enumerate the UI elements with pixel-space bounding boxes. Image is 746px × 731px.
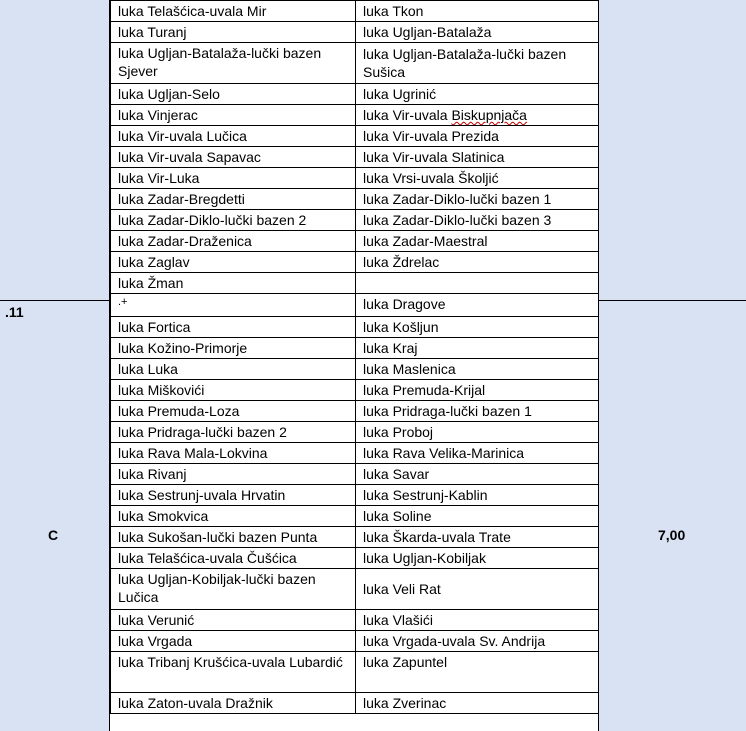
port-cell-left [111, 168, 356, 189]
port-name: luka Sestrunj-uvala Hrvatin [118, 487, 286, 503]
port-name: luka Ugljan-Batalaža-lučki bazen Sjever [118, 45, 322, 79]
table-row [111, 652, 599, 693]
port-cell-left [111, 105, 356, 126]
table-row [111, 693, 599, 714]
port-cell-right [356, 252, 599, 273]
table-row [111, 401, 599, 422]
port-cell-left [111, 210, 356, 231]
table-row [111, 1, 599, 22]
port-cell-right [356, 317, 599, 338]
table-row [111, 548, 599, 569]
group-label: C [48, 527, 59, 543]
table-row [111, 464, 599, 485]
port-name: luka Dragove [363, 296, 446, 312]
table-row [111, 84, 599, 105]
port-name: luka Premuda-Krijal [363, 382, 486, 398]
port-name: luka Verunić [118, 612, 195, 628]
port-name: luka Vir-uvala Biskupnjača [363, 107, 527, 123]
port-name: luka Zadar-Diklo-lučki bazen 3 [363, 212, 552, 228]
port-cell-left [111, 317, 356, 338]
port-cell-right [356, 1, 599, 22]
port-cell-right [356, 126, 599, 147]
port-cell-left [111, 380, 356, 401]
table-row [111, 294, 599, 317]
port-name: luka Zadar-Maestral [363, 233, 488, 249]
port-name: luka Pridraga-lučki bazen 2 [118, 424, 287, 440]
port-name: luka Proboj [363, 424, 434, 440]
table-row [111, 317, 599, 338]
table-row [111, 273, 599, 294]
port-cell-right [356, 231, 599, 252]
port-cell-right [356, 380, 599, 401]
port-cell-left [111, 147, 356, 168]
port-cell-left [111, 231, 356, 252]
port-name: luka Pridraga-lučki bazen 1 [363, 403, 532, 419]
port-cell-right [356, 294, 599, 317]
port-cell-left [111, 84, 356, 105]
port-cell-left [111, 22, 356, 43]
port-name: luka Fortica [118, 319, 191, 335]
table-row [111, 22, 599, 43]
port-name: luka Rava Mala-Lokvina [118, 445, 268, 461]
port-name: luka Miškovići [118, 382, 205, 398]
port-name: luka Zverinac [363, 695, 447, 711]
left-column-top [0, 0, 110, 300]
port-cell-left [111, 401, 356, 422]
port-name: luka Zadar-Diklo-lučki bazen 1 [363, 191, 552, 207]
port-cell-left [111, 43, 356, 84]
port-cell-left [111, 273, 356, 294]
table-row [111, 422, 599, 443]
table-row [111, 168, 599, 189]
port-cell-left [111, 548, 356, 569]
port-name: luka Vrgada-uvala Sv. Andrija [363, 633, 546, 649]
group-column [0, 300, 110, 731]
table-row [111, 43, 599, 84]
table-row [111, 189, 599, 210]
port-name: luka Premuda-Loza [118, 403, 240, 419]
table-row [111, 231, 599, 252]
table-row [111, 105, 599, 126]
port-name: luka Smokvica [118, 508, 209, 524]
port-name: luka Žman [118, 275, 184, 291]
table-row [111, 443, 599, 464]
table-row [111, 338, 599, 359]
port-name: luka Vir-uvala Prezida [363, 128, 499, 144]
table-row [111, 252, 599, 273]
port-cell-left [111, 338, 356, 359]
table-row [111, 210, 599, 231]
port-name: luka Sukošan-lučki bazen Punta [118, 529, 318, 545]
port-name: luka Ždrelac [363, 254, 440, 270]
port-name: luka Veli Rat [363, 581, 441, 597]
port-cell-left [111, 631, 356, 652]
port-name: luka Zaglav [118, 254, 190, 270]
spellcheck-underline: Biskupnjača [451, 107, 527, 123]
port-cell-left [111, 443, 356, 464]
table-row [111, 610, 599, 631]
port-name: luka Vinjerac [118, 107, 198, 123]
port-cell-right [356, 105, 599, 126]
port-name: luka Telašćica-uvala Mir [118, 3, 267, 19]
port-name: luka Rivanj [118, 466, 187, 482]
port-name: luka Zapuntel [363, 654, 448, 670]
port-cell-right [356, 168, 599, 189]
port-name: luka Tribanj Krušćica-uvala Lubardić [118, 654, 343, 670]
port-name: luka Vlašići [363, 612, 434, 628]
port-name: luka Soline [363, 508, 432, 524]
port-cell-right [356, 273, 599, 294]
group-number-marker: .11 [5, 304, 24, 320]
port-cell-left [111, 652, 356, 693]
port-cell-right [356, 485, 599, 506]
port-cell-right [356, 610, 599, 631]
port-cell-right [356, 210, 599, 231]
port-cell-left [111, 693, 356, 714]
port-name: luka Ugljan-Kobiljak [363, 550, 486, 566]
port-name: luka Maslenica [363, 361, 456, 377]
port-name: luka Zadar-Draženica [118, 233, 252, 249]
port-cell-left [111, 464, 356, 485]
port-cell-right [356, 84, 599, 105]
port-cell-right [356, 401, 599, 422]
port-name: luka Vir-uvala Lučica [118, 128, 247, 144]
port-name: luka Luka [118, 361, 178, 377]
port-cell-right [356, 569, 599, 610]
port-cell-right [356, 422, 599, 443]
port-name: luka Ugljan-Batalaža-lučki bazen Sušica [363, 46, 567, 80]
port-name: luka Košljun [363, 319, 439, 335]
port-name: luka Tkon [363, 3, 424, 19]
ports-table [110, 0, 599, 714]
price-value: 7,00 [658, 527, 686, 543]
port-name: luka Turanj [118, 24, 187, 40]
port-cell-right [356, 22, 599, 43]
price-column [598, 300, 746, 731]
table-row [111, 485, 599, 506]
port-cell-left [111, 294, 356, 317]
table-row [111, 631, 599, 652]
port-name: luka Vrsi-uvala Školjić [363, 170, 499, 186]
port-name: luka Savar [363, 466, 430, 482]
table-row [111, 147, 599, 168]
port-cell-right [356, 548, 599, 569]
port-cell-left [111, 252, 356, 273]
port-cell-left [111, 422, 356, 443]
port-name: luka Vir-uvala Slatinica [363, 149, 505, 165]
port-cell-left [111, 126, 356, 147]
port-cell-right [356, 652, 599, 693]
port-cell-left [111, 189, 356, 210]
port-name: luka Sestrunj-Kablin [363, 487, 488, 503]
port-cell-left [111, 485, 356, 506]
port-cell-left [111, 359, 356, 380]
port-cell-right [356, 189, 599, 210]
port-name: luka Vir-uvala Sapavac [118, 149, 261, 165]
port-name: luka Škarda-uvala Trate [363, 529, 511, 545]
port-name: luka Zadar-Diklo-lučki bazen 2 [118, 212, 307, 228]
port-name: luka Kožino-Primorje [118, 340, 248, 356]
table-row [111, 506, 599, 527]
port-name: luka Ugljan-Selo [118, 86, 220, 102]
table-row [111, 359, 599, 380]
port-name: luka Kraj [363, 340, 418, 356]
port-cell-left [111, 569, 356, 610]
port-cell-right [356, 464, 599, 485]
port-cell-right [356, 506, 599, 527]
table-row [111, 569, 599, 610]
port-cell-right [356, 359, 599, 380]
port-name: luka Vrgada [118, 633, 193, 649]
port-cell-right [356, 693, 599, 714]
port-name: luka Rava Velika-Marinica [363, 445, 525, 461]
right-column-top [598, 0, 746, 300]
table-row [111, 380, 599, 401]
table-row [111, 126, 599, 147]
port-cell-right [356, 43, 599, 84]
table-row [111, 527, 599, 548]
port-cell-left [111, 506, 356, 527]
port-cell-right [356, 147, 599, 168]
port-cell-right [356, 338, 599, 359]
port-name: luka Zaton-uvala Dražnik [118, 695, 273, 711]
port-cell-left [111, 527, 356, 548]
port-cell-left [111, 1, 356, 22]
port-cell-right [356, 443, 599, 464]
port-cell-right [356, 527, 599, 548]
port-name: luka Ugljan-Kobiljak-lučki bazen Lučica [118, 571, 316, 605]
port-name: luka Vir-Luka [118, 170, 200, 186]
port-name: luka Zadar-Bregdetti [118, 191, 245, 207]
port-cell-right [356, 631, 599, 652]
port-name: luka Ugrinić [363, 86, 437, 102]
empty-row-marker: .+ [118, 296, 128, 308]
port-cell-left [111, 610, 356, 631]
port-name: luka Telašćica-uvala Čušćica [118, 550, 297, 566]
port-name: luka Ugljan-Batalaža [363, 24, 492, 40]
